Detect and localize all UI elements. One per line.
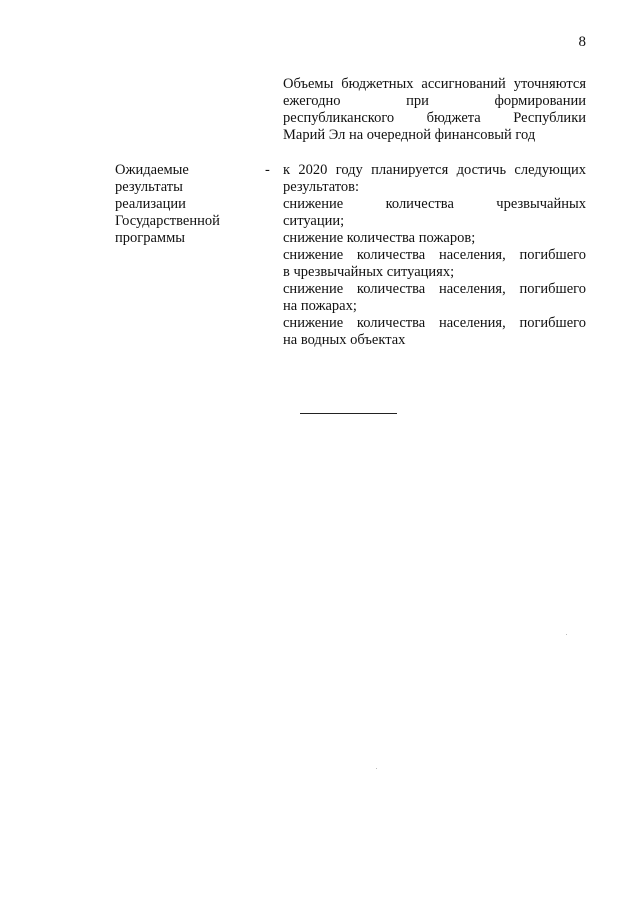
- expected-results-text: [283, 162, 586, 349]
- result-line: результатов:: [283, 179, 360, 195]
- label-line: результаты: [115, 179, 183, 195]
- expected-results-label: [115, 162, 255, 247]
- scan-speck: [566, 634, 567, 635]
- result-line: к 2020 году планируется достичь следующих: [283, 162, 586, 178]
- scan-speck: [376, 768, 377, 769]
- result-line: ситуации;: [283, 213, 345, 229]
- result-line: снижение количества пожаров;: [283, 230, 476, 246]
- result-line: в чрезвычайных ситуациях;: [283, 264, 455, 280]
- page-number: 8: [578, 34, 586, 50]
- end-of-document-rule: [300, 413, 397, 414]
- financing-note-line: ежегодно при формировании: [283, 93, 586, 109]
- label-line: Ожидаемые: [115, 162, 189, 178]
- result-line: на водных объектах: [283, 332, 406, 348]
- result-line: снижение количества населения, погибшего: [283, 315, 586, 331]
- label-line: реализации: [115, 196, 186, 212]
- label-line: Государственной: [115, 213, 220, 229]
- financing-note: [283, 76, 586, 144]
- financing-note-line: Объемы бюджетных ассигнований уточняются: [283, 76, 586, 92]
- financing-note-line: Марий Эл на очередной финансовый год: [283, 127, 536, 143]
- financing-note-line: республиканского бюджета Республики: [283, 110, 586, 126]
- result-line: снижение количества чрезвычайных: [283, 196, 586, 212]
- result-line: снижение количества населения, погибшего: [283, 247, 586, 263]
- label-line: программы: [115, 230, 185, 246]
- result-line: на пожарах;: [283, 298, 357, 314]
- result-line: снижение количества населения, погибшего: [283, 281, 586, 297]
- row-dash: -: [265, 162, 270, 178]
